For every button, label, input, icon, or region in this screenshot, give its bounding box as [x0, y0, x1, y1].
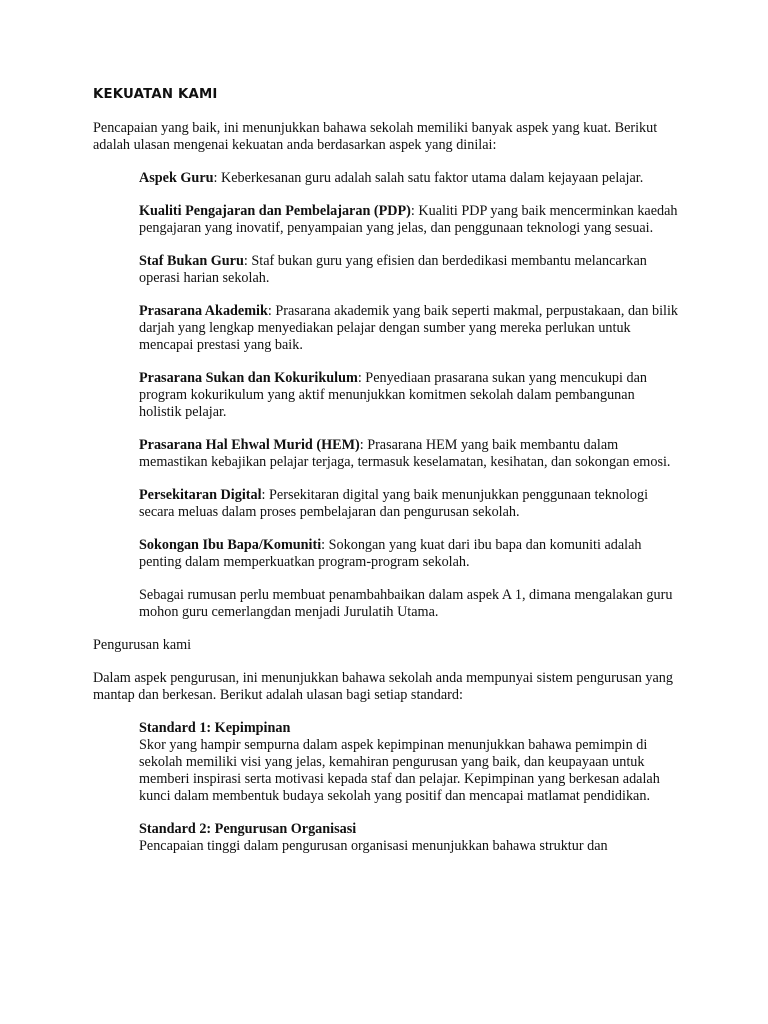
management-intro: Dalam aspek pengurusan, ini menunjukkan bahawa sekolah anda mempunyai sistem pengurusan yang mantap dan berkesan. Berikut adalah ulasan bagi setiap standard:	[93, 670, 673, 703]
strength-term: Staf Bukan Guru	[139, 253, 244, 269]
strength-item	[139, 203, 679, 237]
section-heading-management: Pengurusan kami	[93, 637, 192, 653]
strength-item	[139, 253, 679, 287]
strength-text: : Persekitaran digital yang baik menunjukkan penggunaan teknologi secara meluas dalam proses pembelajaran dan pengurusan sekolah.	[139, 487, 649, 520]
strength-item	[139, 303, 679, 354]
strength-text: : Staf bukan guru yang efisien dan berdedikasi membantu melancarkan operasi harian sekolah.	[139, 253, 647, 286]
strength-item	[139, 437, 679, 471]
strength-text: : Keberkesanan guru adalah salah satu faktor utama dalam kejayaan pelajar.	[213, 170, 644, 186]
strength-item	[139, 370, 679, 421]
strengths-intro: Pencapaian yang baik, ini menunjukkan bahawa sekolah memiliki banyak aspek yang kuat. Berikut adalah ulasan mengenai kekuatan anda berdasarkan aspek yang dinilai:	[93, 120, 658, 153]
standard-item	[139, 821, 679, 855]
strength-text: : Sokongan yang kuat dari ibu bapa dan komuniti adalah penting dalam memperkuatkan program-program sekolah.	[139, 537, 642, 570]
strength-term: Kualiti Pengajaran dan Pembelajaran (PDP)	[139, 203, 411, 219]
standard-text: Skor yang hampir sempurna dalam aspek kepimpinan menunjukkan bahawa pemimpin di sekolah memiliki visi yang jelas, kemahiran pengurusan yang baik, dan keupayaan untuk memberi inspirasi serta motivasi kepada staf dan pelajar. Kepimpinan yang berkesan adalah kunci dalam membentuk budaya sekolah yang positif dan mencapai matlamat pendidikan.	[139, 737, 660, 804]
strength-item	[139, 170, 679, 187]
section-heading-strengths: KEKUATAN KAMI	[93, 87, 218, 102]
standard-title: Standard 1: Kepimpinan	[139, 720, 291, 736]
standard-item	[139, 720, 679, 805]
strength-term: Prasarana Sukan dan Kokurikulum	[139, 370, 358, 386]
strength-term: Aspek Guru	[139, 170, 214, 186]
strength-text: : Prasarana HEM yang baik membantu dalam memastikan kebajikan pelajar terjaga, termasuk keselamatan, kesihatan, dan sokongan emosi.	[139, 437, 671, 470]
strength-term: Sokongan Ibu Bapa/Komuniti	[139, 537, 322, 553]
strength-text: : Kualiti PDP yang baik mencerminkan kaedah pengajaran yang inovatif, penyampaian yang jelas, dan penggunaan teknologi yang sesuai.	[139, 203, 678, 236]
strength-item	[139, 537, 679, 571]
strength-text: : Penyediaan prasarana sukan yang mencukupi dan program kokurikulum yang aktif menunjukkan komitmen sekolah dalam pembangunan holistik pelajar.	[139, 370, 647, 420]
recommendation-text: Sebagai rumusan perlu membuat penambahbaikan dalam aspek A 1, dimana mengalakan guru mohon guru cemerlangdan menjadi Jurulatih Utama.	[139, 587, 673, 620]
standard-text: Pencapaian tinggi dalam pengurusan organisasi menunjukkan bahawa struktur dan	[139, 838, 608, 854]
strength-term: Prasarana Hal Ehwal Murid (HEM)	[139, 437, 360, 453]
strength-term: Prasarana Akademik	[139, 303, 268, 319]
strengths-list	[139, 170, 679, 621]
strength-text: : Prasarana akademik yang baik seperti makmal, perpustakaan, dan bilik darjah yang lengkap menyediakan pelajar dengan sumber yang mereka perlukan untuk mencapai prestasi yang baik.	[139, 303, 679, 353]
strength-item	[139, 487, 679, 521]
document-page	[93, 86, 683, 871]
strength-term: Persekitaran Digital	[139, 487, 262, 503]
standards-list	[139, 720, 679, 855]
standard-title: Standard 2: Pengurusan Organisasi	[139, 821, 357, 837]
